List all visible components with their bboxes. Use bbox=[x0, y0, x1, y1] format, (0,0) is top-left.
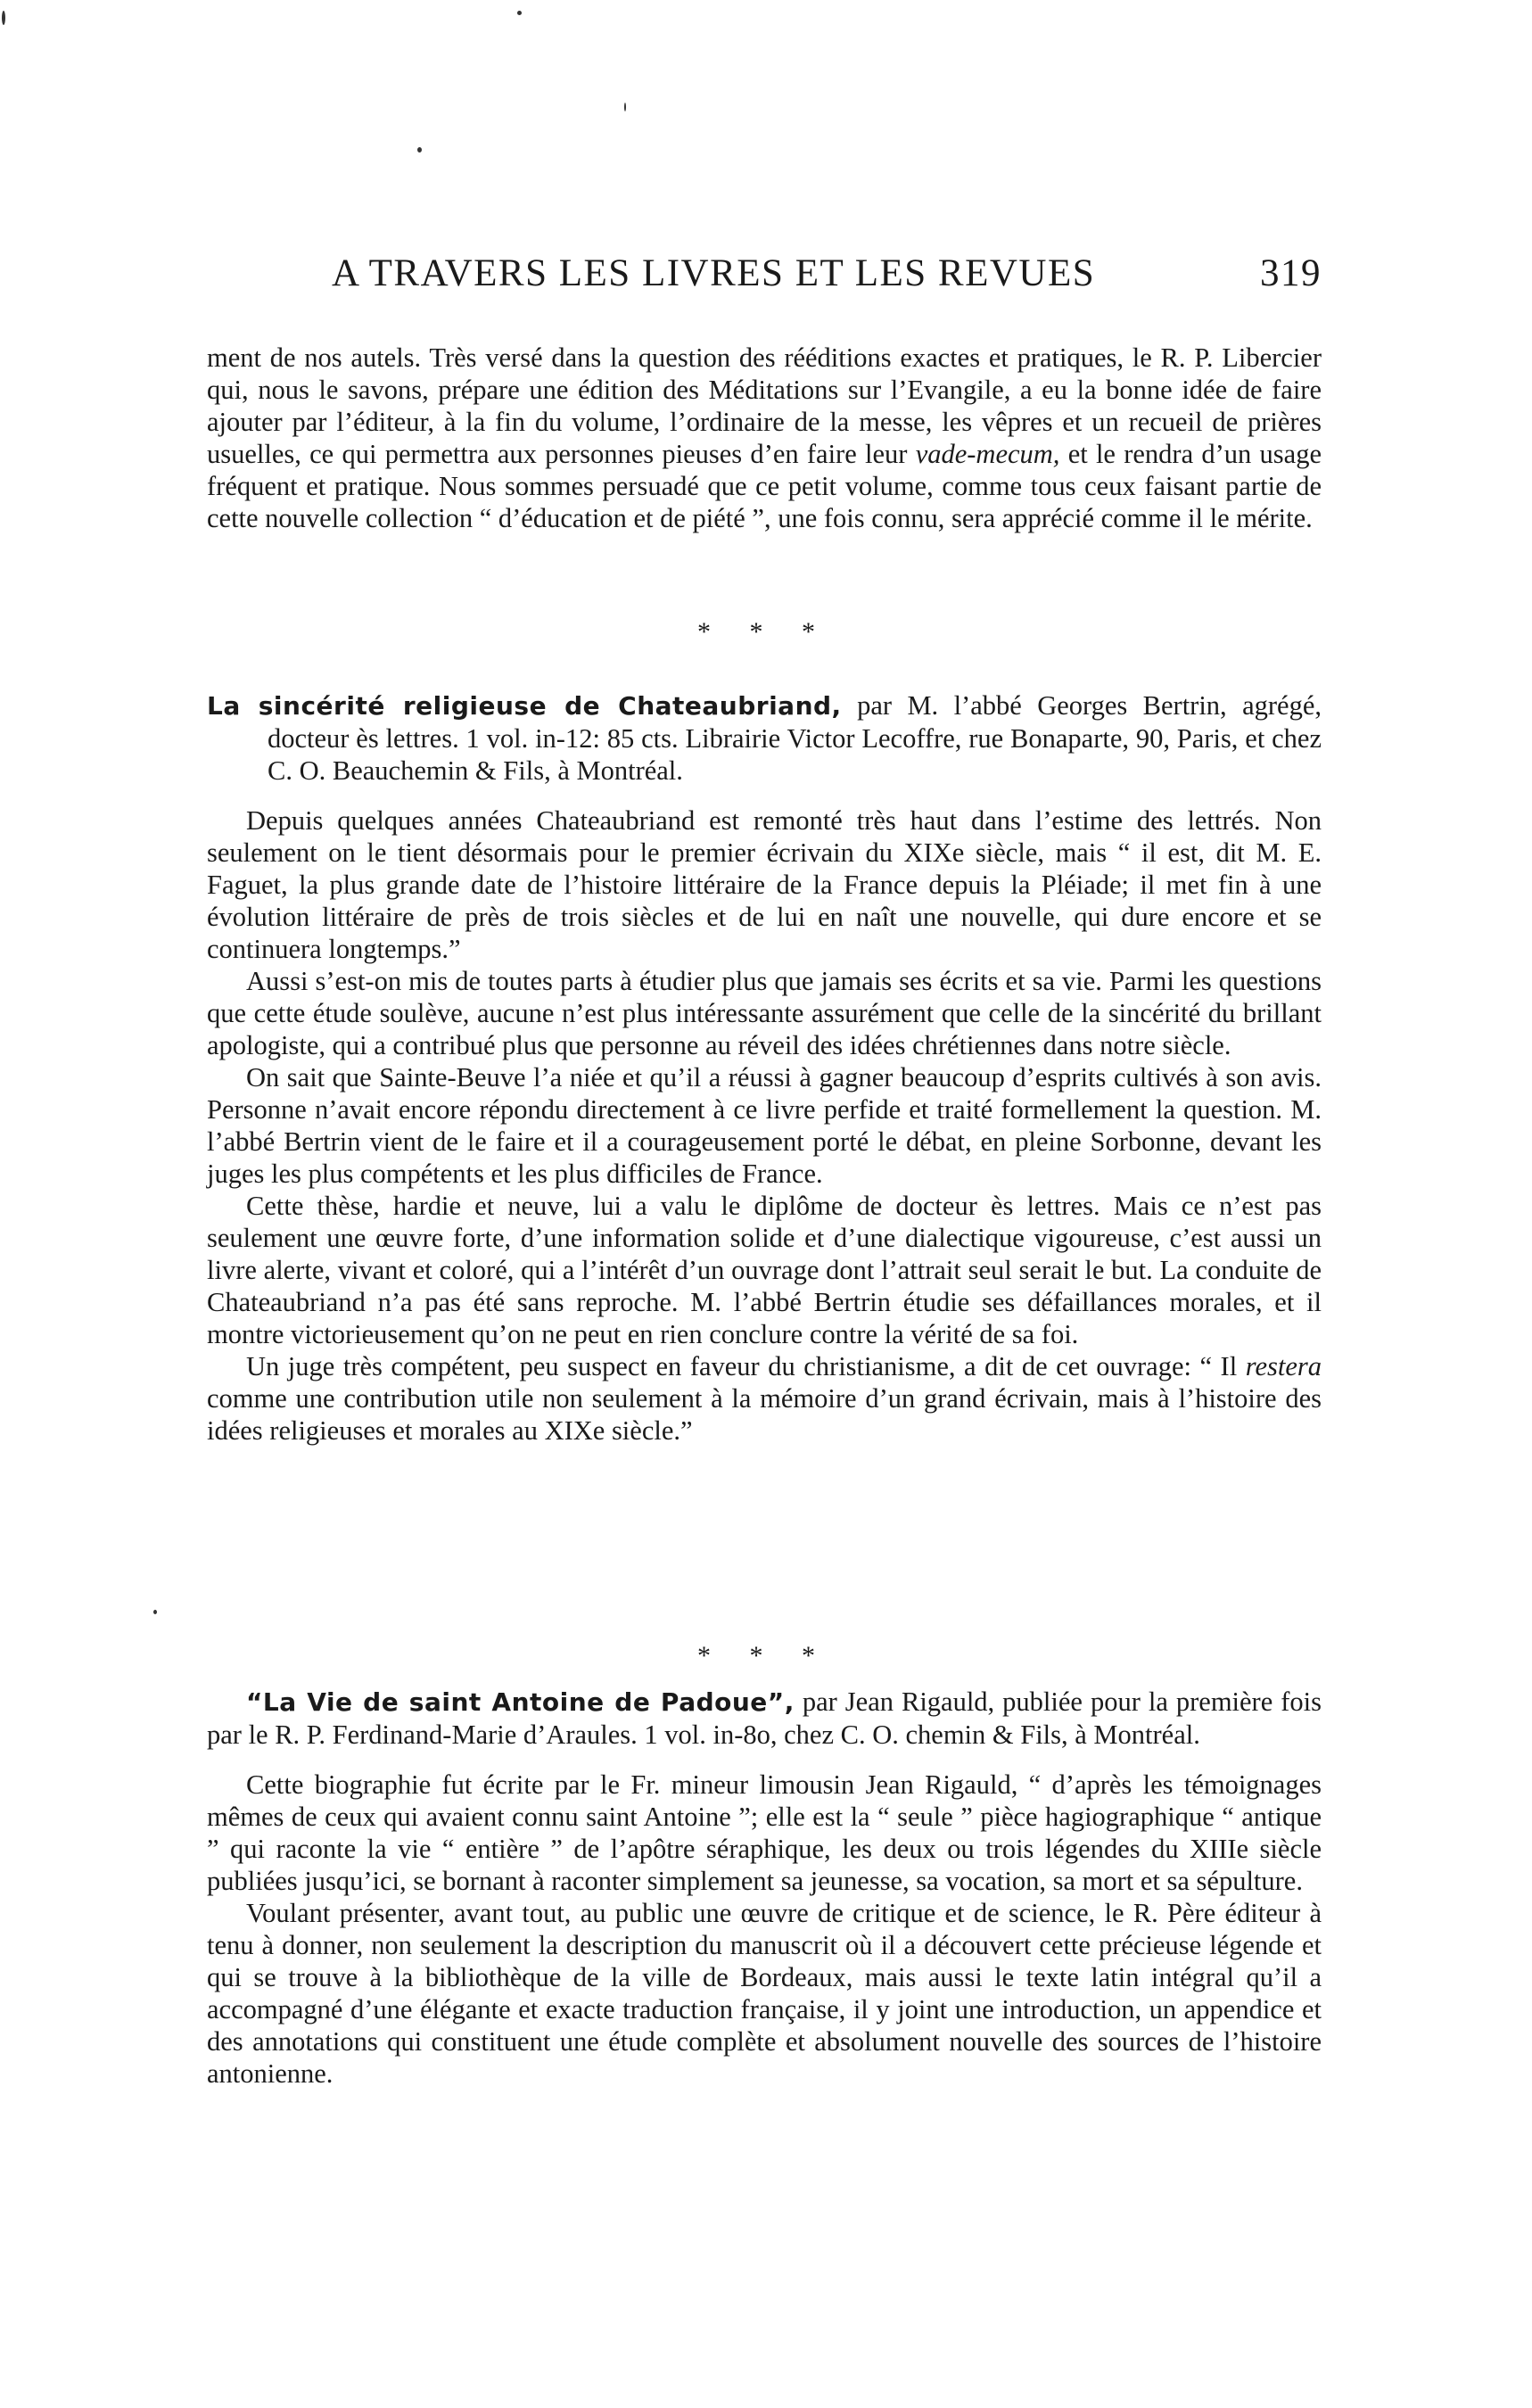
intro-italic: vade-mecum, bbox=[915, 439, 1060, 469]
entry-text: Un juge très compétent, peu suspect en faveur du christianisme, a dit de cet ouvrage: “ Il bbox=[246, 1351, 1238, 1381]
entry-citation bbox=[207, 1686, 1322, 1751]
scan-speck bbox=[624, 103, 626, 111]
entry-title: La sincérité religieuse de Chateaubriand, bbox=[207, 691, 842, 721]
entry-title: “La Vie de saint Antoine de Padoue”, bbox=[246, 1687, 795, 1717]
entry-paragraph: Voulant présenter, avant tout, au public une œuvre de critique et de science, le R. Père éditeur à tenu à donner, non seulement la description du manuscrit où il a découvert cette précieuse légende et qui se trouve à la bibliothèque de la ville de Bordeaux, mais aussi le texte latin intégral qu’il a accompagné d’une élégante et exacte traduction française, il y joint une introduction, un appendice et des annotations qui constituent une étude complète et absolument nouvelle des sources de l’histoire antonienne. bbox=[207, 1898, 1322, 2089]
intro-text-1: ment de nos autels. Très versé dans la question des rééditions exactes et pratiques, le R. P. Libercier qui, nous le savons, prépare une édition des Méditations sur l’Evangile, a eu la bonne idée de faire ajouter par l’éditeur, à la fin du volume, l’ordinaire de la messe, les vêpres et un recueil de prières usuelles, ce qui permettra aux personnes pieuses d’en faire leur bbox=[207, 342, 1322, 469]
entry-citation bbox=[207, 689, 1322, 787]
entry-paragraph: Aussi s’est-on mis de toutes parts à étudier plus que jamais ses écrits et sa vie. Parmi les questions que cette étude soulève, aucune n’est plus intéressante assurément que celle de la sincérité du brillant apologiste, qui a contribué plus que personne au réveil des idées chrétiennes dans notre siècle. bbox=[207, 966, 1322, 1060]
entry-paragraph: Depuis quelques années Chateaubriand est remonté très haut dans l’estime des lettrés. Non seulement on le tient désormais pour le premier écrivain du XIXe siècle, mais “ il est, dit M. E. Faguet, la plus grande date de l’histoire littéraire de la France depuis la Pléiade; il met fin à une évolution littéraire de près de trois siècles et de lui en naît une nouvelle, qui dure encore et se continuera longtemps.” bbox=[207, 805, 1322, 964]
entry-italic: restera bbox=[1245, 1351, 1322, 1381]
entry-paragraph: Cette biographie fut écrite par le Fr. mineur limousin Jean Rigauld, “ d’après les témoignages mêmes de ceux qui avaient connu saint Antoine ”; elle est la “ seule ” pièce hagiographique “ antique ” qui raconte la vie “ entière ” de l’apôtre séraphique, les deux ou trois légendes du XIIIe siècle publiées jusqu’ici, se bornant à raconter simplement sa jeunesse, sa vocation, sa mort et sa sépulture. bbox=[207, 1769, 1322, 1896]
section-separator: * * * bbox=[697, 617, 831, 647]
entry-paragraph: Cette thèse, hardie et neuve, lui a valu le diplôme de docteur ès lettres. Mais ce n’est pas seulement une œuvre forte, d’une information solide et d’une dialectique vigoureuse, c’est aussi un livre alerte, vivant et coloré, qui a l’intérêt d’un ouvrage dont l’attrait seul serait le but. La conduite de Chateaubriand n’a pas été sans reproche. M. l’abbé Bertrin étudie ses défaillances morales, et il montre victorieusement qu’on ne peut en rien conclure contre la vérité de sa foi. bbox=[207, 1191, 1322, 1349]
scan-speck bbox=[153, 1610, 157, 1614]
intro-paragraph bbox=[207, 342, 1322, 534]
review-entry-saint-antoine bbox=[207, 1686, 1322, 2090]
scan-speck bbox=[2, 11, 5, 25]
entry-citation-text: par Jean Rigauld, publiée pour la première fois par le R. P. Ferdinand-Marie d’Araules. 1 vol. in-8o, chez C. O. chemin & Fils, à Montréal. bbox=[207, 1686, 1322, 1750]
running-header bbox=[332, 252, 1322, 295]
intro-block bbox=[207, 342, 1322, 534]
scan-speck bbox=[517, 11, 522, 15]
entry-citation-text: par M. l’abbé Georges Bertrin, agrégé, docteur ès lettres. 1 vol. in-12: 85 cts. Librairie Victor Lecoffre, rue Bonaparte, 90, Paris, et chez C. O. Beauchemin & Fils, à Montréal. bbox=[268, 690, 1322, 786]
page-number: 319 bbox=[1260, 252, 1322, 294]
scan-speck bbox=[417, 147, 422, 153]
intro-text-2: et le rendra d’un usage fréquent et pratique. Nous sommes persuadé que ce petit volume, comme tous ceux faisant partie de cette nouvelle collection “ d’éducation et de piété ”, une fois connu, sera apprécié comme il le mérite. bbox=[207, 439, 1322, 533]
entry-paragraph bbox=[207, 1350, 1322, 1447]
section-separator: * * * bbox=[697, 1641, 831, 1670]
entry-text: comme une contribution utile non seulement à la mémoire d’un grand écrivain, mais à l’histoire des idées religieuses et morales au XIXe siècle.” bbox=[207, 1383, 1322, 1446]
review-entry-chateaubriand bbox=[207, 689, 1322, 1447]
entry-paragraph: On sait que Sainte-Beuve l’a niée et qu’il a réussi à gagner beaucoup d’esprits cultivés à son avis. Personne n’avait encore répondu directement à ce livre perfide et traité formellement la question. M. l’abbé Bertrin vient de le faire et il a courageusement porté le débat, en pleine Sorbonne, devant les juges les plus compétents et les plus difficiles de France. bbox=[207, 1062, 1322, 1189]
running-title: A TRAVERS LES LIVRES ET LES REVUES bbox=[332, 252, 1096, 294]
